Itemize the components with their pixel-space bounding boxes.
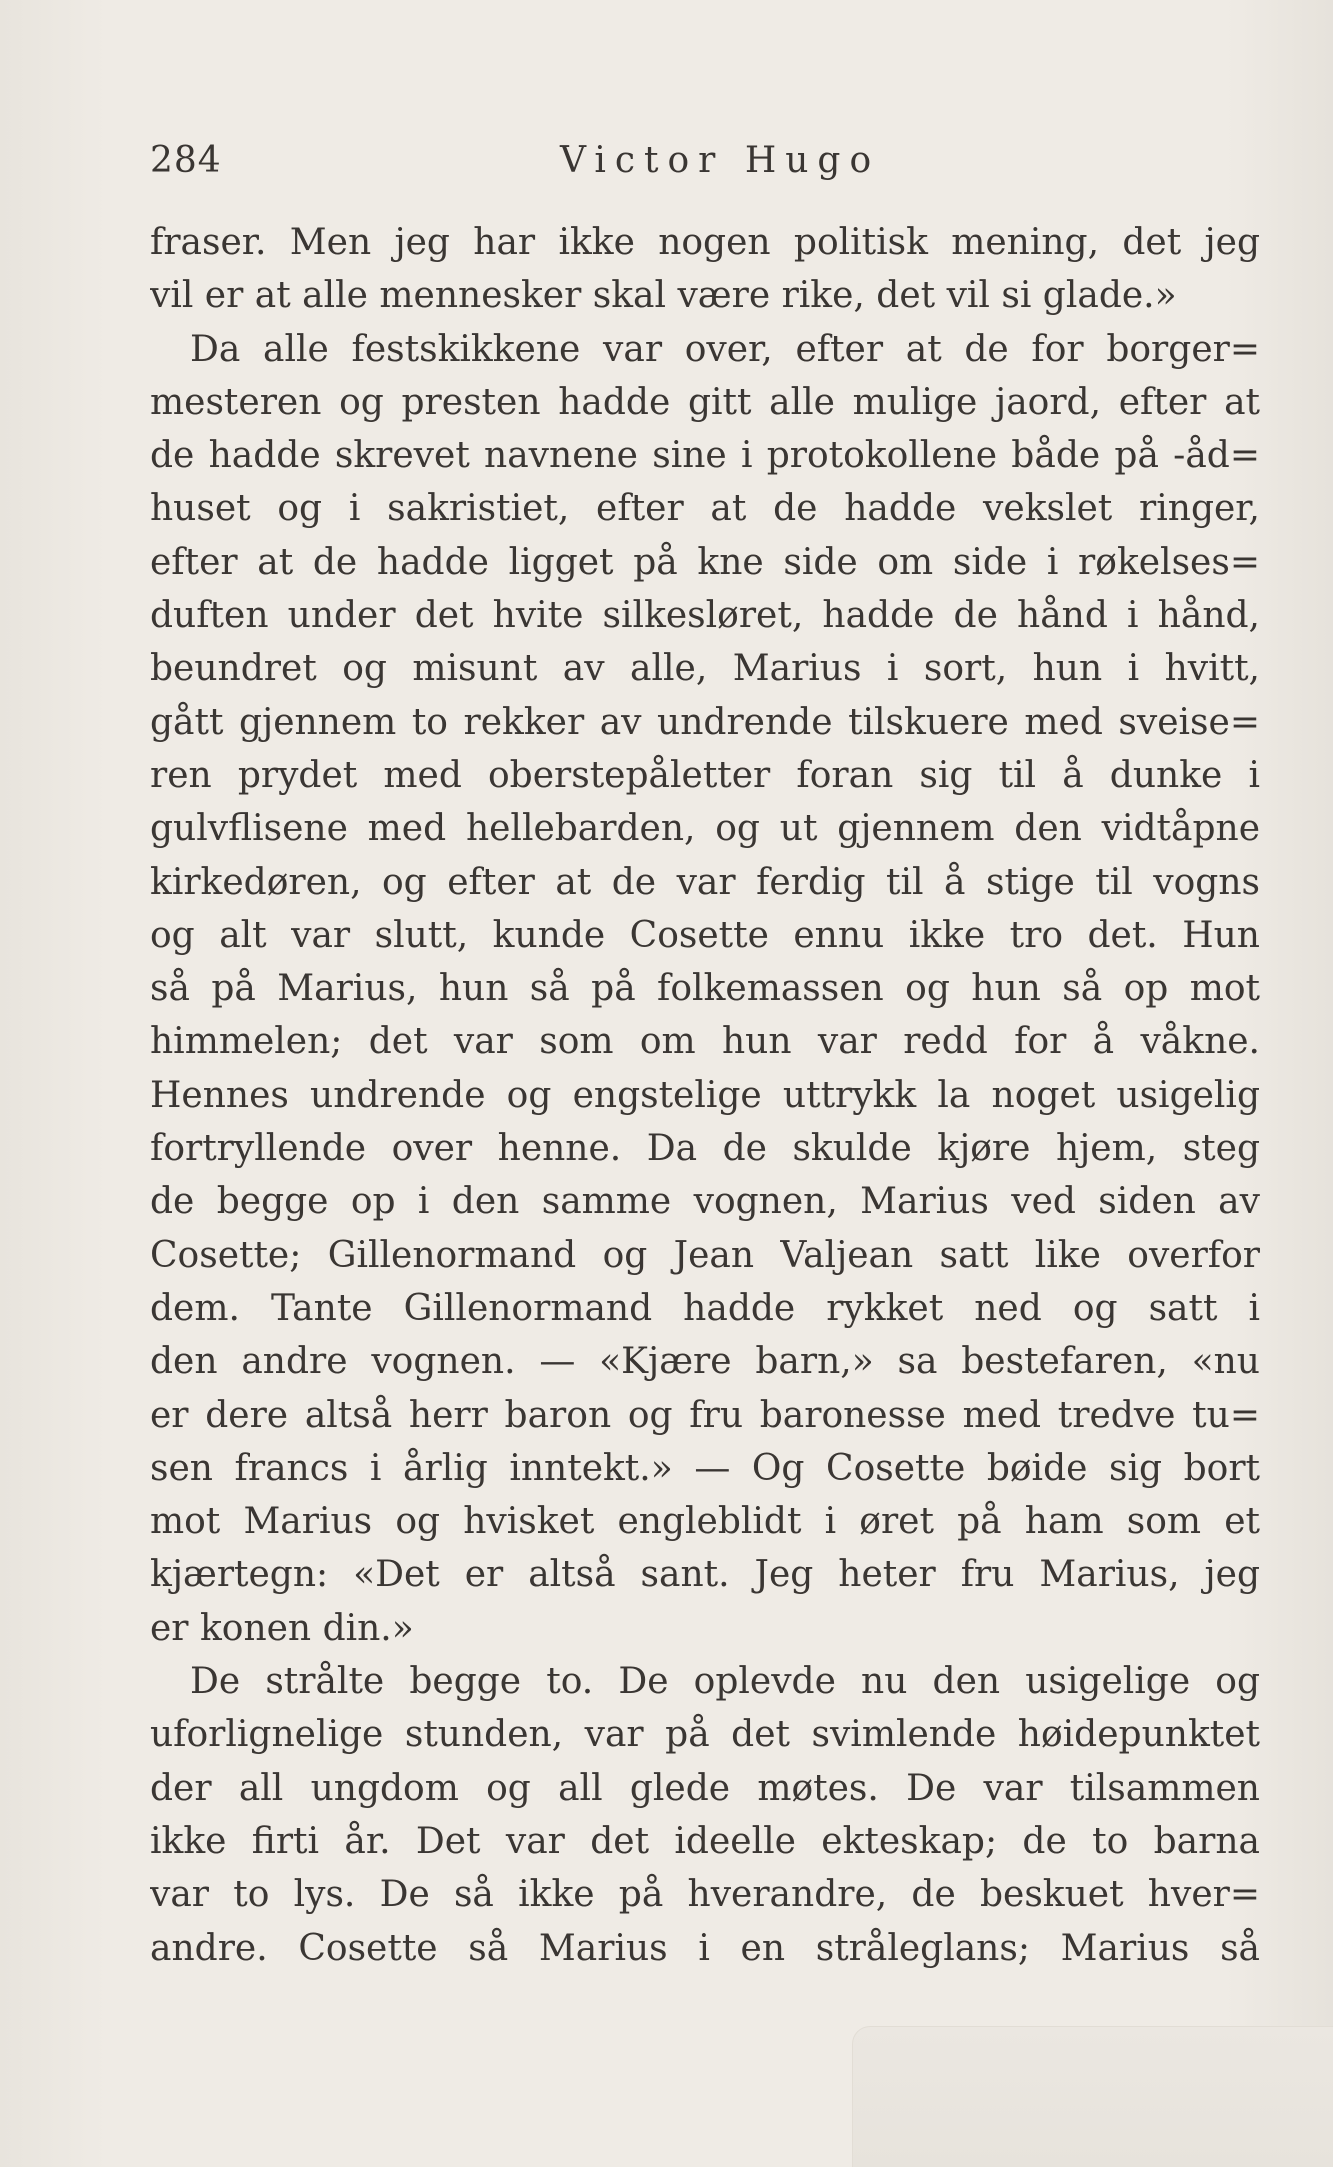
text-line: beundret og misunt av alle, Marius i sort, hun i hvitt, bbox=[150, 648, 1260, 690]
text-line: der all ungdom og all glede møtes. De var tilsammen bbox=[150, 1767, 1260, 1809]
text-line: så på Marius, hun så på folkemassen og hun så op mot bbox=[150, 968, 1260, 1010]
text-line: gått gjennem to rekker av undrende tilskuere med sveise= bbox=[150, 701, 1260, 743]
text-line: huset og i sakristiet, efter at de hadde vekslet ringer, bbox=[150, 488, 1260, 530]
text-line: kirkedøren, og efter at de var ferdig til å stige til vogns bbox=[150, 861, 1260, 903]
text-line: uforlignelige stunden, var på det svimlende høidepunktet bbox=[150, 1714, 1260, 1756]
text-line: er dere altså herr baron og fru baronesse med tredve tu= bbox=[150, 1394, 1260, 1436]
text-line: dem. Tante Gillenormand hadde rykket ned og satt i bbox=[150, 1287, 1260, 1329]
text-line: duften under det hvite silkesløret, hadde de hånd i hånd, bbox=[150, 595, 1260, 637]
text-line: mot Marius og hvisket engleblidt i øret på ham som et bbox=[150, 1501, 1260, 1543]
body-text bbox=[150, 216, 1260, 1975]
text-line: var to lys. De så ikke på hverandre, de beskuet hver= bbox=[150, 1874, 1260, 1916]
text-line: De strålte begge to. De oplevde nu den usigelige og bbox=[190, 1661, 1260, 1703]
text-line: fortryllende over henne. Da de skulde kjøre hjem, steg bbox=[150, 1128, 1260, 1170]
text-line: sen francs i årlig inntekt.» — Og Cosette bøide sig bort bbox=[150, 1447, 1260, 1489]
text-line: er konen din.» bbox=[150, 1607, 414, 1649]
text-line: og alt var slutt, kunde Cosette ennu ikke tro det. Hun bbox=[150, 914, 1260, 956]
text-line: Da alle festskikkene var over, efter at de for borger= bbox=[190, 328, 1260, 370]
scan-corner-shadow bbox=[852, 2026, 1333, 2167]
text-line: den andre vognen. — «Kjære barn,» sa bestefaren, «nu bbox=[150, 1341, 1260, 1383]
text-line: himmelen; det var som om hun var redd for å våkne. bbox=[150, 1021, 1260, 1063]
text-line: ren prydet med oberstepåletter foran sig til å dunke i bbox=[150, 754, 1260, 796]
page-header bbox=[150, 140, 1260, 190]
text-line: mesteren og presten hadde gitt alle mulige jaord, efter at bbox=[150, 381, 1260, 423]
page-number: 284 bbox=[150, 140, 222, 181]
text-line: ikke firti år. Det var det ideelle ekteskap; de to barna bbox=[150, 1820, 1260, 1862]
text-line: de hadde skrevet navnene sine i protokollene både på -åd= bbox=[150, 435, 1260, 477]
text-line: kjærtegn: «Det er altså sant. Jeg heter fru Marius, jeg bbox=[150, 1554, 1260, 1596]
text-line: gulvflisene med hellebarden, og ut gjennem den vidtåpne bbox=[150, 808, 1260, 850]
running-title: Victor Hugo bbox=[560, 140, 881, 181]
text-line: vil er at alle mennesker skal være rike, det vil si glade.» bbox=[150, 275, 1177, 317]
text-line: de begge op i den samme vognen, Marius ved siden av bbox=[150, 1181, 1260, 1223]
text-line: Hennes undrende og engstelige uttrykk la noget usigelig bbox=[150, 1074, 1260, 1116]
text-line: Cosette; Gillenormand og Jean Valjean satt like overfor bbox=[150, 1234, 1260, 1276]
text-line: andre. Cosette så Marius i en stråleglans; Marius så bbox=[150, 1927, 1260, 1969]
text-line: efter at de hadde ligget på kne side om side i røkelses= bbox=[150, 541, 1260, 583]
text-line: fraser. Men jeg har ikke nogen politisk mening, det jeg bbox=[150, 222, 1260, 263]
